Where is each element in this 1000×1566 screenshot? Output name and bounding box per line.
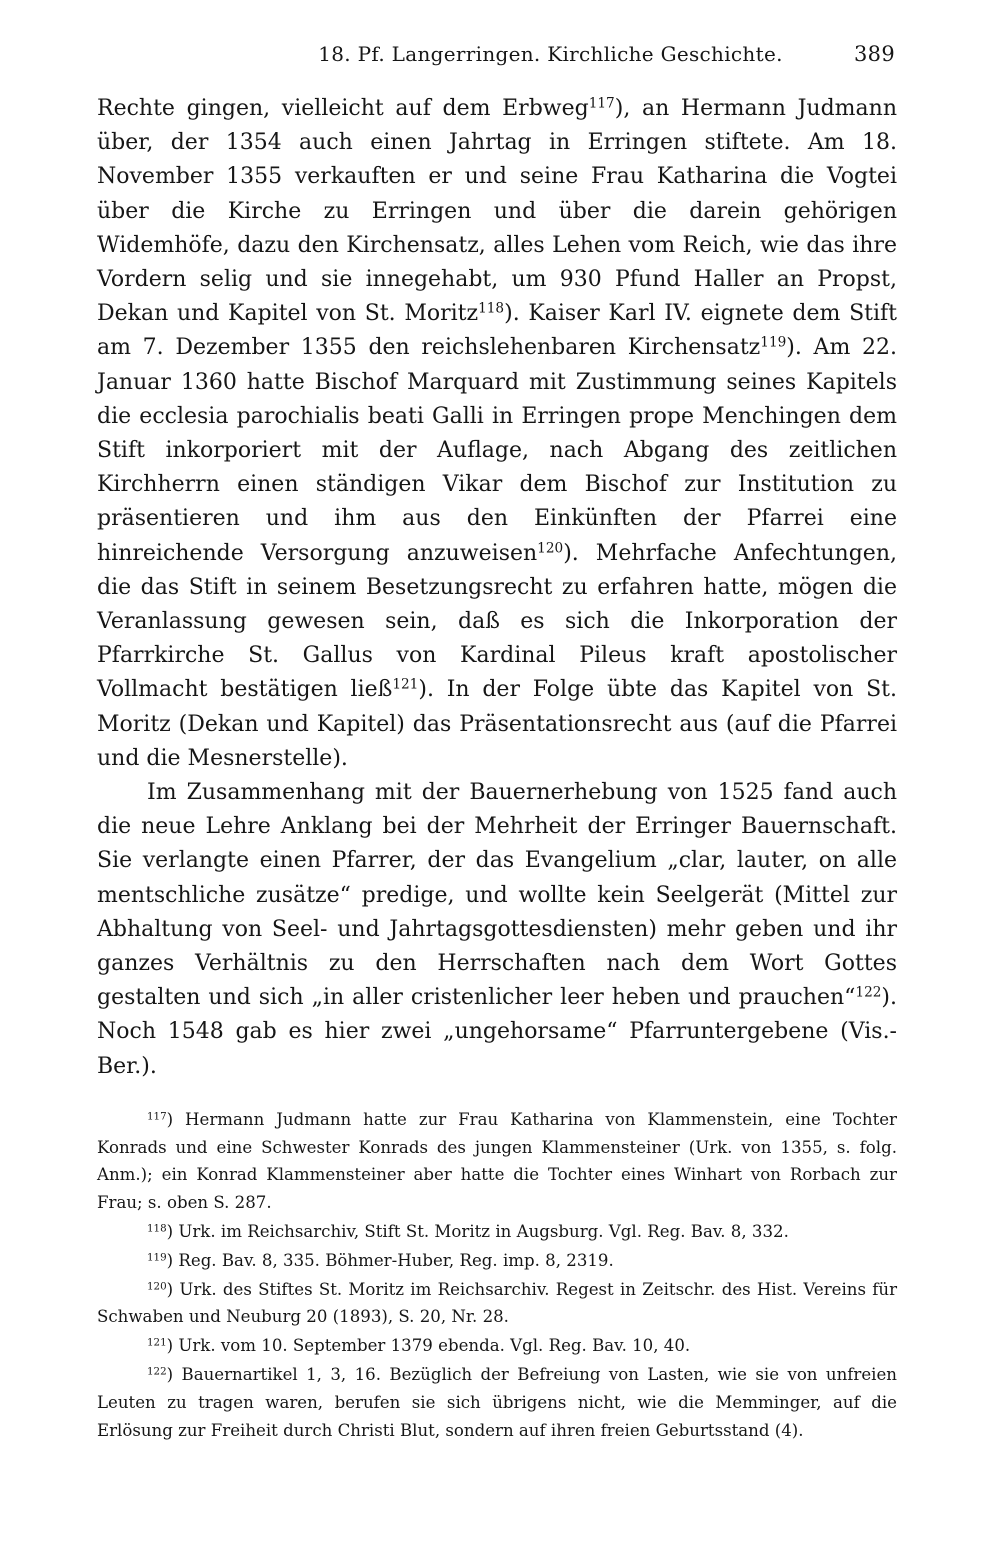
footnote: $^{121}$) Urk. vom 10. September 1379 ebenda. Vgl. Reg. Bav. 10, 40. bbox=[147, 1336, 691, 1356]
footnote-number: 121 bbox=[147, 1336, 167, 1349]
footnote-number: 119 bbox=[147, 1251, 167, 1264]
footnote: $^{118}$) Urk. im Reichsarchiv, Stift St. Moritz in Augsburg. Vgl. Reg. Bav. 8, 332. bbox=[147, 1222, 789, 1242]
running-title: 18. Pf. Langerringen. Kirchliche Geschichte. bbox=[318, 42, 783, 66]
footnote-ref: 121 bbox=[392, 676, 419, 693]
paragraph: Im Zusammenhang mit der Bauernerhebung von 1525 fand auch die neue Lehre Anklang bei der Mehrheit der Erringer Bauernschaft. Sie verlangte einen Pfarrer, der das Evangelium „clar, lauter, on alle mentschliche zusätze“ predige, und wollte kein Seelgerät (Mittel zur Abhaltung von Seel- und Jahrtagsgottesdiensten) mehr geben und ihr ganzes Verhältnis zu den Herrschaften nach dem Wort Gottes gestalten und sich „in aller cristenlicher leer heben und prauchen“$^{122}$). Noch 1548 gab es hier zwei „ungehorsame“ Pfarruntergebene (Vis.-Ber.). bbox=[97, 780, 897, 1079]
main-text bbox=[97, 92, 897, 1084]
footnote-ref: 122 bbox=[855, 984, 882, 1001]
running-header bbox=[97, 42, 897, 82]
footnote: $^{117}$) Hermann Judmann hatte zur Frau Katharina von Klammenstein, eine Tochter Konrads und eine Schwester Konrads des jungen Klammensteiner (Urk. von 1355, s. folg. Anm.); ein Konrad Klammensteiner aber hatte die Tochter eines Winhart von Rorbach zur Frau; s. oben S. 287. bbox=[97, 1109, 897, 1213]
paragraph: Rechte gingen, vielleicht auf dem Erbweg$^{117}$), an Hermann Judmann über, der 1354 auch einen Jahrtag in Erringen stiftete. Am 18. November 1355 verkauften er und seine Frau Katharina die Vogtei über die Kirche zu Erringen und über die darein gehörigen Widemhöfe, dazu den Kirchensatz, alles Lehen vom Reich, wie das ihre Vordern selig und sie innegehabt, um 930 Pfund Haller an Propst, Dekan und Kapitel von St. Moritz$^{118}$). Kaiser Karl IV. eignete dem Stift am 7. Dezember 1355 den reichslehenbaren Kirchensatz$^{119}$). Am 22. Januar 1360 hatte Bischof Marquard mit Zustimmung seines Kapitels die ecclesia parochialis beati Galli in Erringen prope Menchingen dem Stift inkorporiert mit der Auflage, nach Abgang des zeitlichen Kirchherrn einen ständigen Vikar dem Bischof zur Institution zu präsentieren und ihm aus den Einkünften der Pfarrei eine hinreichende Versorgung anzuweisen$^{120}$). Mehrfache Anfechtungen, die das Stift in seinem Besetzungsrecht zu erfahren hatte, mögen die Veranlassung gewesen sein, daß es sich die Inkorporation der Pfarrkirche St. Gallus von Kardinal Pileus kraft apostolischer Vollmacht bestätigen ließ$^{121}$). In der Folge übte das Kapitel von St. Moritz (Dekan und Kapitel) das Präsentationsrecht aus (auf die Pfarrei und die Mesnerstelle). bbox=[97, 95, 897, 771]
footnote-number: 117 bbox=[147, 1110, 167, 1123]
footnote: $^{120}$) Urk. des Stiftes St. Moritz im Reichsarchiv. Regest in Zeitschr. des Hist. Vereins für Schwaben und Neuburg 20 (1893), S. 20, Nr. 28. bbox=[97, 1279, 897, 1327]
footnotes bbox=[97, 1106, 897, 1445]
footnote-ref: 120 bbox=[537, 540, 564, 557]
footnote-number: 120 bbox=[147, 1280, 167, 1293]
page bbox=[97, 42, 897, 1445]
footnote-ref: 118 bbox=[478, 300, 505, 317]
footnote-ref: 119 bbox=[760, 334, 787, 351]
footnote-number: 118 bbox=[147, 1222, 167, 1235]
footnote: $^{119}$) Reg. Bav. 8, 335. Böhmer-Huber, Reg. imp. 8, 2319. bbox=[147, 1250, 614, 1270]
footnote-ref: 117 bbox=[588, 95, 615, 112]
footnote: $^{122}$) Bauernartikel 1, 3, 16. Bezüglich der Befreiung von Lasten, wie sie von unfreien Leuten zu tragen waren, berufen sie sich übrigens nicht, wie die Memminger, auf die Erlösung zur Freiheit durch Christi Blut, sondern auf ihren freien Geburtsstand (4). bbox=[97, 1365, 897, 1440]
page-number: 389 bbox=[854, 42, 895, 66]
footnote-number: 122 bbox=[147, 1365, 167, 1378]
